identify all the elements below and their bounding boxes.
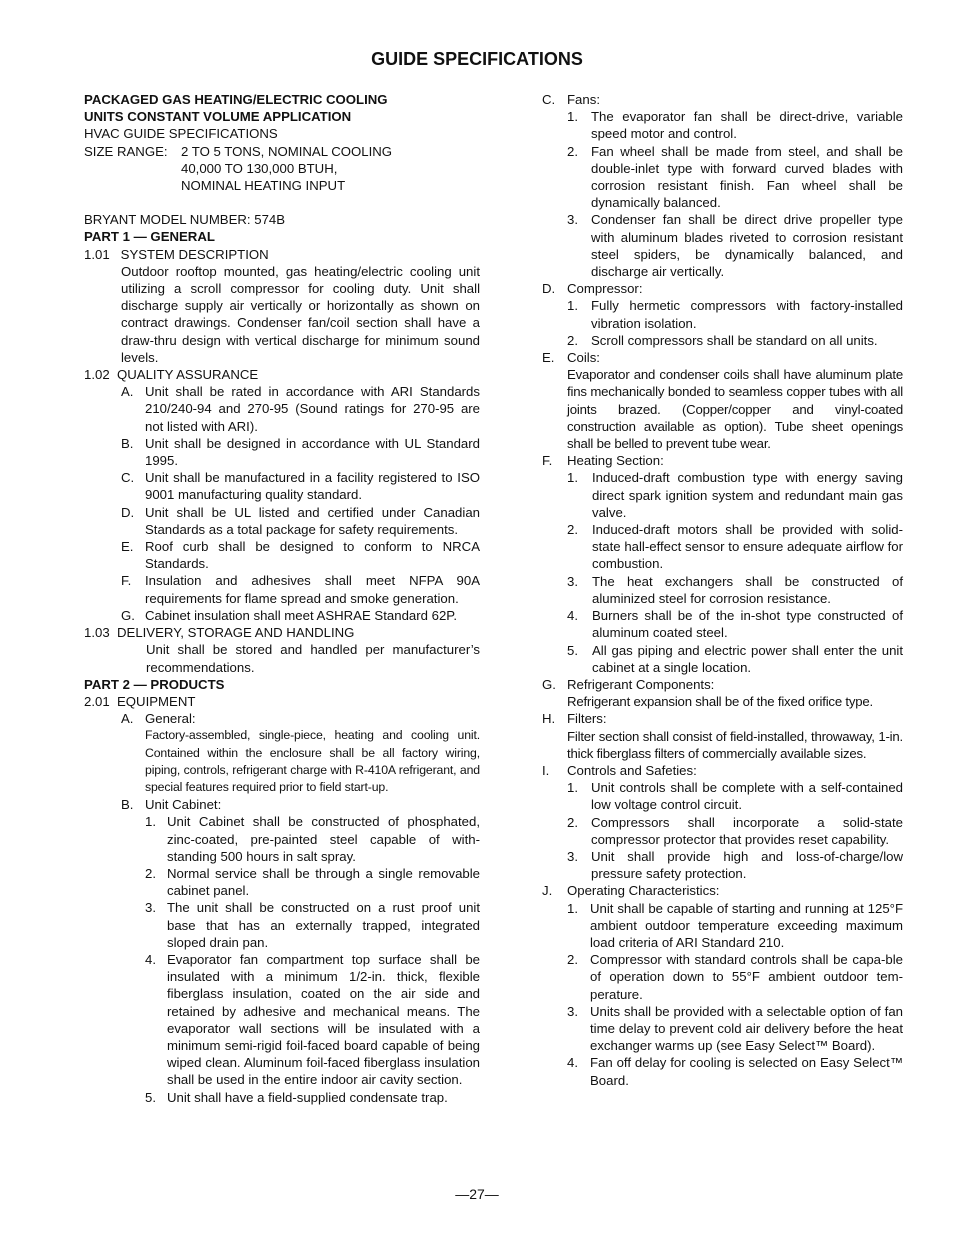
item-label: G. bbox=[121, 607, 135, 623]
size-range-label: SIZE RANGE: bbox=[84, 143, 168, 159]
item-label: 4. bbox=[567, 608, 578, 624]
coils-label: E. bbox=[542, 350, 555, 366]
page-number: —27— bbox=[455, 1186, 499, 1202]
controls-item bbox=[567, 814, 903, 848]
heading-line-1: PACKAGED GAS HEATING/ELECTRIC COOLING bbox=[84, 92, 388, 107]
item-label: 4. bbox=[145, 951, 156, 967]
section-102-heading: 1.02 QUALITY ASSURANCE bbox=[84, 367, 259, 383]
quality-assurance-item bbox=[121, 383, 480, 435]
item-label: 1. bbox=[145, 814, 156, 830]
operating-heading bbox=[542, 882, 903, 899]
filters-title: Filters: bbox=[567, 711, 607, 727]
item-text: Unit shall be capable of starting and running at 125°F ambient outdoor temperature exceeding maximum load criteria of ARI Standard 210. bbox=[590, 900, 903, 950]
cabinet-item bbox=[145, 951, 480, 1089]
item-label: A. bbox=[121, 384, 134, 400]
size-range-line-2: 40,000 TO 130,000 BTUH, bbox=[181, 160, 338, 176]
coils-title: Coils: bbox=[567, 350, 600, 366]
operating-list bbox=[567, 900, 903, 1089]
cabinet-item bbox=[145, 1089, 480, 1106]
cabinet-heading bbox=[121, 796, 480, 813]
item-text: Units shall be provided with a selectable option of fan time delay to prevent cold air delivery before the heat exchanger warms up (see Easy Select™ Board). bbox=[590, 1003, 903, 1054]
refrigerant-text: Refrigerant expansion shall be of the fixed orifice type. bbox=[567, 694, 874, 710]
quality-assurance-list bbox=[121, 383, 480, 624]
item-label: 4. bbox=[567, 1055, 578, 1071]
right-column bbox=[542, 91, 903, 1089]
system-description-text: Outdoor rooftop mounted, gas heating/electric cooling unit utilizing a scroll compressor for cooling duty. Unit shall discharge supply air vertically or horizontally as shown on contract drawings. Condenser fan/coil section shall have a draw-thru design with vertical discharge for minimum sound levels. bbox=[121, 263, 480, 365]
heating-item bbox=[567, 607, 903, 641]
item-text: Roof curb shall be designed to conform to NRCA Standards. bbox=[145, 539, 480, 572]
item-label: B. bbox=[121, 435, 134, 451]
coils-text: Evaporator and condenser coils shall have aluminum plate fins mechanically bonded to seamless copper tubes with all joints brazed. (Copper/copper and vinyl-coated construction available as option). Tube sheet openings shall be belled to prevent tube wear. bbox=[567, 367, 903, 452]
item-text: Evaporator fan compartment top surface shall be insulated with a minimum 1/2-in. thick, flexible fiberglass insulation, coated on the air side and retained by adhesive and mechanical means. The evaporator wall sections will be insulated with a minimum semi-rigid foil-faced board capable of being wiped clean. Aluminum foil-faced fiberglass insulation shall be used in the entire indoor air cavity section. bbox=[167, 951, 480, 1088]
item-text: Fan off delay for cooling is selected on Easy Select™ Board. bbox=[590, 1055, 903, 1088]
general-title: General: bbox=[145, 711, 196, 727]
item-text: Scroll compressors shall be standard on all units. bbox=[591, 332, 878, 348]
general-text: Factory-assembled, single-piece, heating and cooling unit. Contained within the enclosure shall be all factory wiring, piping, controls, refrigerant charge with R-410A refrigerant, and special features required prior to field start-up. bbox=[145, 728, 480, 794]
item-text: Normal service shall be through a single removable cabinet panel. bbox=[167, 865, 480, 899]
item-text: Unit controls shall be complete with a self-contained low voltage control circuit. bbox=[591, 780, 903, 813]
heating-title: Heating Section: bbox=[567, 453, 664, 469]
item-label: 3. bbox=[567, 212, 578, 228]
item-text: Cabinet insulation shall meet ASHRAE Standard 62P. bbox=[145, 607, 458, 623]
heating-item bbox=[567, 469, 903, 521]
item-text: Unit shall be rated in accordance with ARI Standards 210/240-94 and 270-95 (Sound ratings for 270-95 are not listed with ARI). bbox=[145, 384, 480, 434]
item-label: 3. bbox=[567, 573, 578, 589]
controls-item bbox=[567, 848, 903, 882]
item-label: 1. bbox=[567, 470, 578, 486]
item-text: Insulation and adhesives shall meet NFPA 90A requirements for flame spread and smoke generation. bbox=[145, 573, 480, 606]
heating-item bbox=[567, 573, 903, 607]
heating-label: F. bbox=[542, 453, 553, 469]
cabinet-item bbox=[145, 865, 480, 899]
item-label: E. bbox=[121, 539, 134, 555]
operating-item bbox=[567, 1054, 903, 1088]
item-text: Burners shall be of the in-shot type constructed of aluminum coated steel. bbox=[592, 608, 903, 641]
item-label: 1. bbox=[567, 298, 578, 314]
part1-heading: PART 1 — GENERAL bbox=[84, 229, 215, 245]
operating-item bbox=[567, 900, 903, 952]
heating-heading bbox=[542, 452, 903, 469]
cabinet-label: B. bbox=[121, 797, 134, 813]
cabinet-title: Unit Cabinet: bbox=[145, 797, 222, 813]
item-text: Unit shall provide high and loss-of-charge/low pressure safety protection. bbox=[591, 848, 903, 882]
operating-item bbox=[567, 1003, 903, 1055]
section-103-heading: 1.03 DELIVERY, STORAGE AND HANDLING bbox=[84, 625, 355, 641]
part2-heading: PART 2 — PRODUCTS bbox=[84, 676, 225, 692]
general-heading bbox=[121, 710, 480, 727]
item-text: The evaporator fan shall be direct-drive, variable speed motor and control. bbox=[591, 109, 903, 142]
compressor-item bbox=[567, 332, 903, 349]
item-label: 2. bbox=[567, 952, 578, 968]
compressor-list bbox=[567, 297, 903, 349]
filters-heading bbox=[542, 710, 903, 727]
quality-assurance-item bbox=[121, 504, 480, 538]
fans-title: Fans: bbox=[567, 92, 600, 107]
item-label: 3. bbox=[145, 900, 156, 916]
left-column bbox=[84, 91, 480, 1106]
item-label: 5. bbox=[145, 1089, 156, 1105]
quality-assurance-item bbox=[121, 469, 480, 503]
quality-assurance-item bbox=[121, 435, 480, 469]
size-range-line-3: NOMINAL HEATING INPUT bbox=[181, 178, 346, 194]
item-text: Unit shall be designed in accordance with UL Standard 1995. bbox=[145, 435, 480, 469]
controls-list bbox=[567, 779, 903, 882]
item-text: Condenser fan shall be direct drive propeller type with aluminum blades riveted to corrosion resistant steel spiders, be dynamically balanced, and discharge air vertically. bbox=[591, 212, 903, 280]
hvac-guide-heading: HVAC GUIDE SPECIFICATIONS bbox=[84, 126, 278, 142]
size-range bbox=[84, 143, 480, 195]
heating-item bbox=[567, 642, 903, 676]
item-label: D. bbox=[121, 504, 135, 520]
item-text: The unit shall be constructed on a rust proof unit base that has an externally trapped, integrated sloped drain pan. bbox=[167, 900, 480, 950]
item-text: Compressor with standard controls shall be capa-ble of operation down to 55°F ambient outdoor tem-perature. bbox=[590, 952, 903, 1002]
compressor-label: D. bbox=[542, 281, 556, 297]
item-label: 2. bbox=[567, 143, 578, 159]
model-number: BRYANT MODEL NUMBER: 574B bbox=[84, 212, 286, 228]
item-text: All gas piping and electric power shall enter the unit cabinet at a single location. bbox=[592, 642, 903, 675]
item-text: Fan wheel shall be made from steel, and shall be double-inlet type with forward curved blades with corrosion resistant finish. Fan wheel shall be dynamically balanced. bbox=[591, 143, 903, 211]
operating-label: J. bbox=[542, 883, 553, 899]
fans-list bbox=[567, 108, 903, 280]
section-201-heading: 2.01 EQUIPMENT bbox=[84, 693, 196, 709]
item-text: Fully hermetic compressors with factory-installed vibration isolation. bbox=[591, 298, 903, 331]
coils-heading bbox=[542, 349, 903, 366]
cabinet-item bbox=[145, 813, 480, 865]
quality-assurance-item bbox=[121, 607, 480, 624]
item-text: Unit Cabinet shall be constructed of phosphated, zinc-coated, pre-painted steel capable of with-standing 500 hours in salt spray. bbox=[167, 814, 480, 864]
item-text: Unit shall have a field-supplied condensate trap. bbox=[167, 1089, 448, 1105]
refrigerant-heading bbox=[542, 676, 903, 693]
item-text: The heat exchangers shall be constructed of aluminized steel for corrosion resistance. bbox=[592, 573, 903, 606]
item-label: 3. bbox=[567, 848, 578, 864]
compressor-heading bbox=[542, 280, 903, 297]
item-label: 2. bbox=[567, 814, 578, 830]
controls-label: I. bbox=[542, 762, 550, 778]
cabinet-item bbox=[145, 899, 480, 951]
item-label: 1. bbox=[567, 780, 578, 796]
controls-title: Controls and Safeties: bbox=[567, 762, 697, 778]
refrigerant-label: G. bbox=[542, 676, 556, 692]
section-101-heading: 1.01 SYSTEM DESCRIPTION bbox=[84, 246, 269, 262]
item-label: 5. bbox=[567, 642, 578, 658]
general-label: A. bbox=[121, 711, 134, 727]
heating-list bbox=[567, 469, 903, 675]
item-text: Induced-draft combustion type with energy saving direct spark ignition system and redundant main gas valve. bbox=[592, 470, 903, 520]
size-range-line-1: 2 TO 5 TONS, NOMINAL COOLING bbox=[181, 143, 393, 159]
item-text: Induced-draft motors shall be provided with solid-state hall-effect sensor to ensure adequate airflow for combustion. bbox=[592, 522, 903, 572]
fans-item bbox=[567, 143, 903, 212]
item-text: Compressors shall incorporate a solid-state compressor protector that provides reset capability. bbox=[591, 814, 903, 847]
item-label: C. bbox=[121, 470, 135, 486]
item-label: F. bbox=[121, 573, 132, 589]
fans-label: C. bbox=[542, 92, 556, 107]
quality-assurance-item bbox=[121, 572, 480, 606]
quality-assurance-item bbox=[121, 538, 480, 572]
fans-item bbox=[567, 211, 903, 280]
filters-text: Filter section shall consist of field-installed, throwaway, 1-in. thick fiberglass filters of commercially available sizes. bbox=[567, 728, 903, 761]
heating-item bbox=[567, 521, 903, 573]
compressor-title: Compressor: bbox=[567, 281, 643, 297]
controls-item bbox=[567, 779, 903, 813]
item-label: 2. bbox=[567, 332, 578, 348]
operating-title: Operating Characteristics: bbox=[567, 883, 720, 899]
operating-item bbox=[567, 951, 903, 1003]
item-label: 1. bbox=[567, 900, 578, 916]
controls-heading bbox=[542, 762, 903, 779]
item-label: 2. bbox=[567, 522, 578, 538]
item-label: 1. bbox=[567, 109, 578, 125]
delivery-text: Unit shall be stored and handled per manufacturer’s recommendations. bbox=[146, 642, 480, 675]
item-label: 2. bbox=[145, 865, 156, 881]
refrigerant-title: Refrigerant Components: bbox=[567, 676, 715, 692]
cabinet-list bbox=[145, 813, 480, 1105]
page-title: GUIDE SPECIFICATIONS bbox=[371, 49, 583, 69]
item-text: Unit shall be manufactured in a facility registered to ISO 9001 manufacturing quality standard. bbox=[145, 470, 480, 503]
compressor-item bbox=[567, 297, 903, 331]
item-text: Unit shall be UL listed and certified under Canadian Standards as a total package for safety requirements. bbox=[145, 504, 480, 537]
heading-line-2: UNITS CONSTANT VOLUME APPLICATION bbox=[84, 109, 352, 125]
fans-heading bbox=[542, 91, 903, 108]
filters-label: H. bbox=[542, 711, 556, 727]
fans-item bbox=[567, 108, 903, 142]
item-label: 3. bbox=[567, 1003, 578, 1019]
